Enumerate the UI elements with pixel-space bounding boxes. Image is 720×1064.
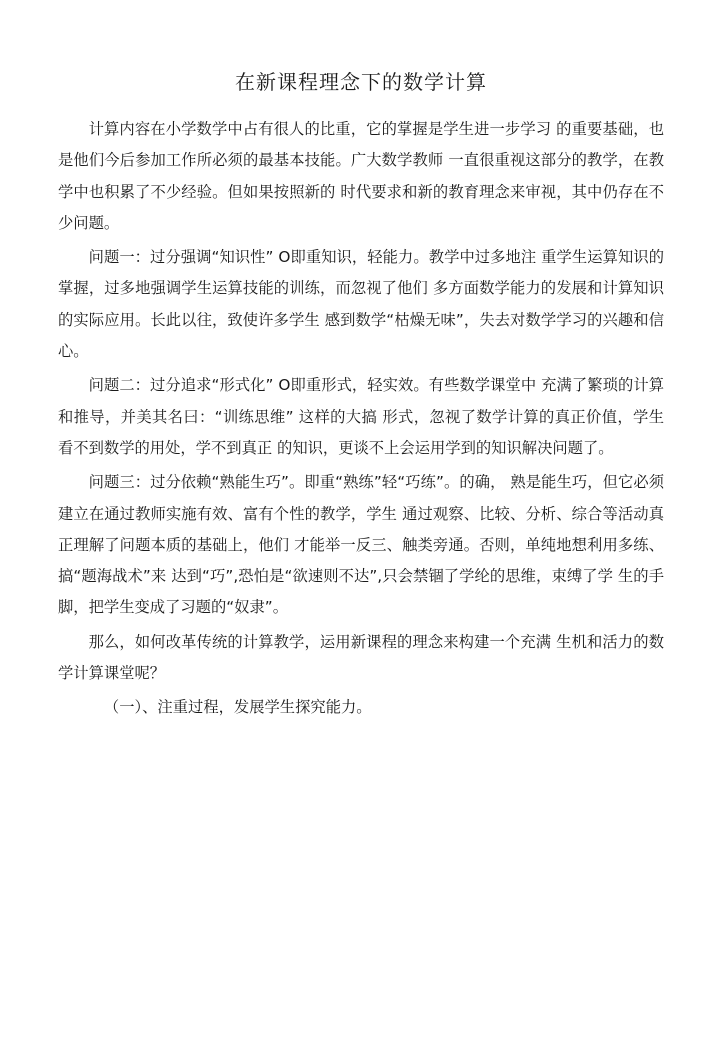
problem-one-paragraph: 问题一：过分强调“知识性” O即重知识，轻能力。教学中过多地注 重学生运算知识的掌握，过多地强调学生运算技能的训练，而忽视了他们 多方面数学能力的发展和计算知识的实际应用。长此以往，致使许多学生 感到数学“枯燥无味”，失去对数学学习的兴趣和信心。 [58, 248, 664, 361]
section-heading-one: （一）、注重过程，发展学生探究能力。 [103, 698, 372, 717]
problem-three-paragraph: 问题三：过分依赖“熟能生巧”。即重“熟练”轻“巧练”。的确， 熟是能生巧，但它必须建立在通过教师实施有效、富有个性的教学，学生 通过观察、比较、分析、综合等活动真正理解了问题本质的基础上，他们 才能举一反三、触类旁通。否则，单纯地想利用多练、搞“题海战术”来 达到“巧”,恐怕是“欲速则不达”,只会禁锢了学纶的思维，束缚了学 生的手脚，把学生变成了习题的“奴隶”。 [58, 473, 664, 617]
intro-paragraph: 计算内容在小学数学中占有很人的比重，它的掌握是学生进一步学习 的重要基础，也是他们今后参加工作所必须的最基本技能。广大数学教师 一直很重视这部分的教学，在教学中也积累了不少经验。但如果按照新的 时代要求和新的教育理念来审视，其中仍存在不少问题。 [58, 120, 664, 232]
question-paragraph: 那么，如何改革传统的计算教学，运用新课程的理念来构建一个充满 生机和活力的数学计算课堂呢？ [58, 632, 664, 683]
document-title: 在新课程理念下的数学计算 [235, 70, 487, 94]
problem-two-paragraph: 问题二：过分追求“形式化” O即重形式，轻实效。有些数学课堂中 充满了繁琐的计算和推导，并美其名曰：“训练思维” 这样的大搞 形式，忽视了数学计算的真正价值，学生看不到数学的用处，学不到真正 的知识，更谈不上会运用学到的知识解决问题了。 [58, 376, 664, 457]
document-page [58, 62, 664, 727]
